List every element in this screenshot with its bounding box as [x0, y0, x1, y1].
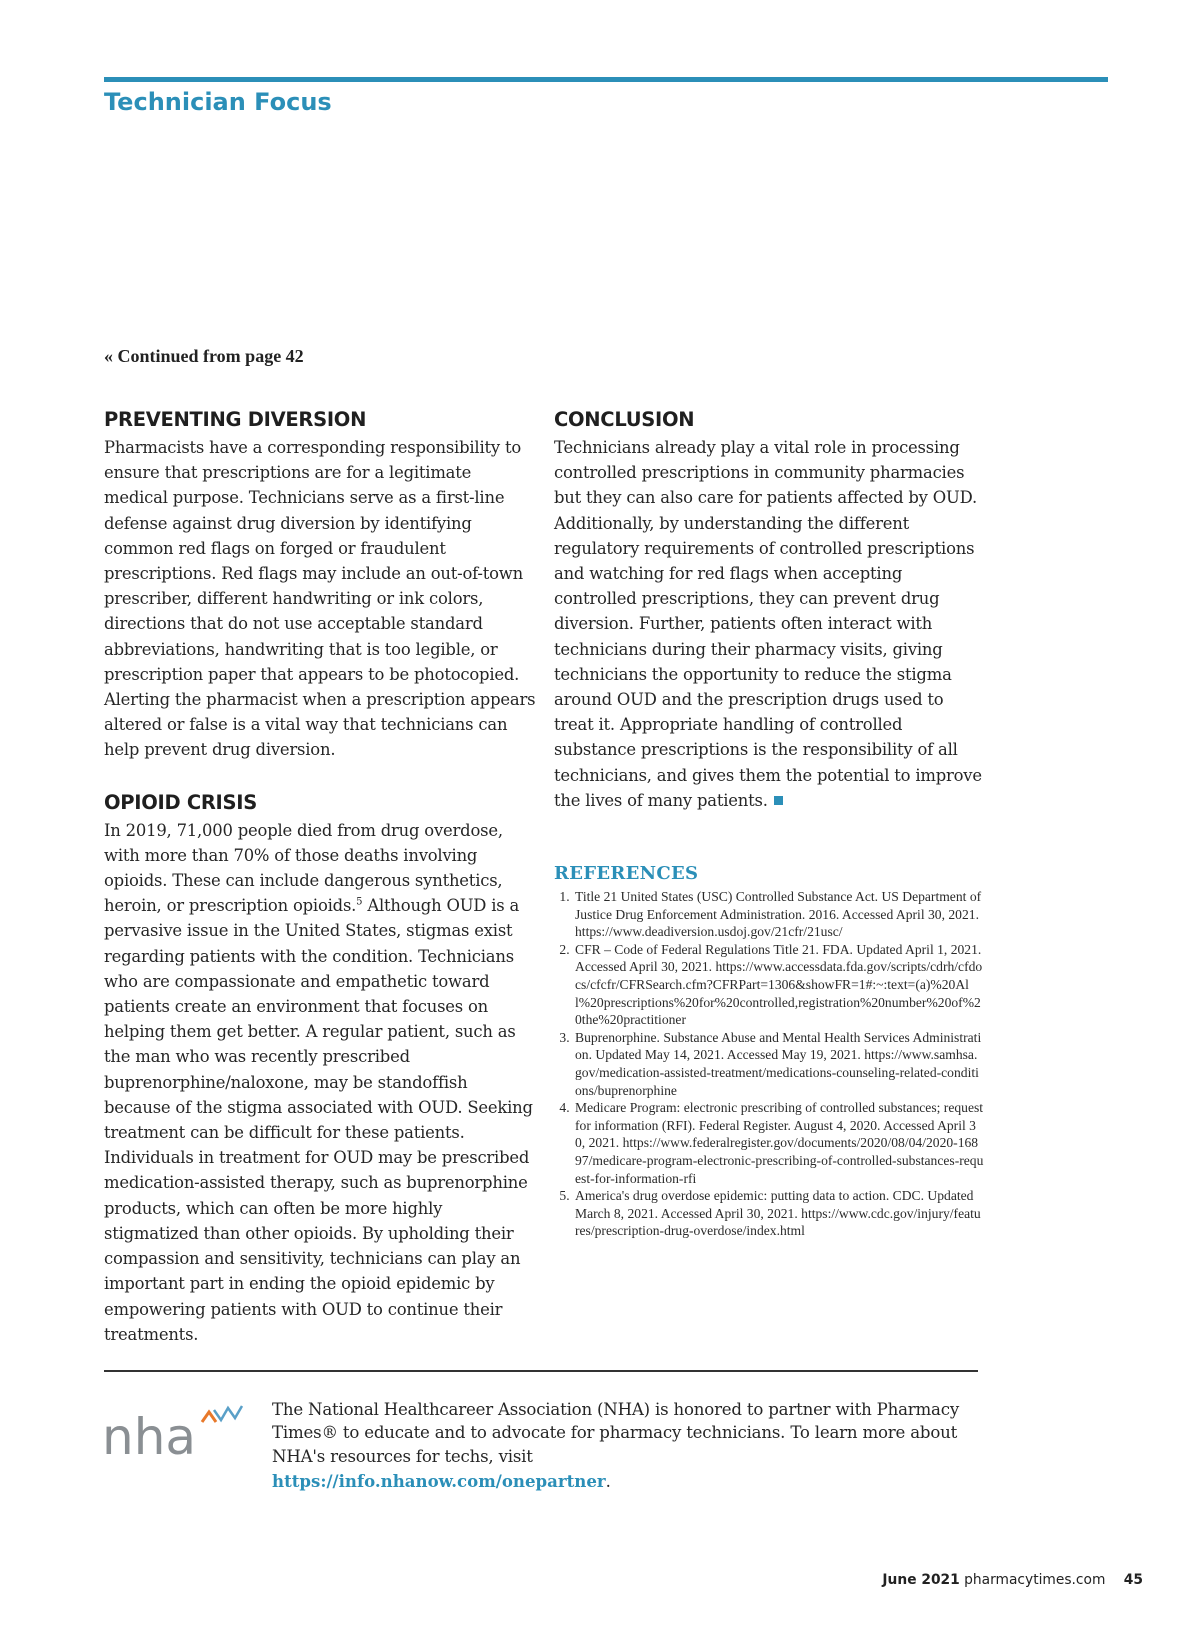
- page-footer: [882, 1572, 1143, 1588]
- conclusion-text: Technicians already play a vital role in processing controlled prescriptions in community pharmacies but they can also care for patients affected by OUD. Additionally, by understanding the different regulatory requirements of controlled prescriptions and watching for red flags when accepting controlled prescriptions, they can prevent drug diversion. Further, patients often interact with technicians during their pharmacy visits, giving technicians the opportunity to reduce the stigma around OUD and the prescription drugs used to treat it. Appropriate handling of controlled substance prescriptions is the responsibility of all technicians, and gives them the potential to improve the lives of many patients.: [554, 438, 982, 810]
- opioid-text-part1: In 2019, 71,000 people died from drug overdose, with more than 70% of those deaths involving opioids. These can include dangerous synthetics, heroin, or prescription opioids.: [104, 820, 503, 916]
- nha-logo-chevron-orange: [202, 1412, 216, 1422]
- issue-date: June 2021: [882, 1572, 960, 1588]
- partner-link[interactable]: https://info.nhanow.com/onepartner: [272, 1471, 606, 1492]
- partner-divider: [104, 1370, 978, 1372]
- site-name: pharmacytimes.com: [964, 1572, 1106, 1588]
- page-number: 45: [1123, 1572, 1143, 1588]
- heading-opioid-crisis: OPIOID CRISIS: [104, 790, 257, 814]
- partner-text: The National Healthcareer Association (NHA) is honored to partner with Pharmacy Times® to educate and to advocate for pharmacy technicians. To learn more about NHA's resources for techs, visit: [272, 1400, 960, 1466]
- reference-item: 3. Buprenorphine. Substance Abuse and Mental Health Services Administration. Updated May 14, 2021. Accessed May 19, 2021. https://www.samhsa.gov/medication-assisted-treatment/medications-counseling-related-conditions/buprenorphine: [573, 1029, 984, 1099]
- reference-item: 2. CFR – Code of Federal Regulations Title 21. FDA. Updated April 1, 2021. Accessed April 30, 2021. https://www.accessdata.fda.gov/scripts/cdrh/cfdocs/cfcfr/CFRSearch.cfm?CFRPart=1306&showFR=1#:~:text=(a)%20All%20prescriptions%20for%20controlled,registration%20number%20of%20the%20practitioner: [573, 941, 984, 1029]
- left-column: [104, 408, 536, 1347]
- top-rule: [104, 77, 1108, 82]
- paragraph-opioid-crisis: [104, 818, 536, 1347]
- nha-logo-text: nha: [102, 1408, 197, 1460]
- nha-logo: [102, 1400, 252, 1460]
- references-list: [554, 888, 984, 1240]
- heading-preventing-diversion: PREVENTING DIVERSION: [104, 408, 367, 431]
- paragraph-conclusion: [554, 435, 984, 813]
- section-title: Technician Focus: [104, 88, 332, 116]
- partner-link-suffix: .: [605, 1472, 611, 1492]
- partner-blurb: [272, 1398, 972, 1491]
- reference-item: 1. Title 21 United States (USC) Controlled Substance Act. US Department of Justice Drug Enforcement Administration. 2016. Accessed April 30, 2021. https://www.deadiversion.usdoj.gov/21cfr/21usc/: [573, 888, 984, 941]
- heading-conclusion: CONCLUSION: [554, 408, 695, 431]
- reference-item: 5. America's drug overdose epidemic: putting data to action. CDC. Updated March 8, 2021. Accessed April 30, 2021. https://www.cdc.gov/injury/features/prescription-drug-overdose/index.html: [573, 1187, 984, 1240]
- nha-logo-zigzag-blue: [214, 1406, 242, 1420]
- opioid-text-part2: Although OUD is a pervasive issue in the United States, stigmas exist regarding patients with the condition. Technicians who are compassionate and empathetic toward patients create an environment that focuses on helping them get better. A regular patient, such as the man who was recently prescribed buprenorphine/naloxone, may be standoffish because of the stigma associated with OUD. Seeking treatment can be difficult for these patients. Individuals in treatment for OUD may be prescribed medication-assisted therapy, such as buprenorphine products, which can often be more highly stigmatized than other opioids. By upholding their compassion and sensitivity, technicians can play an important part in ending the opioid epidemic by empowering patients with OUD to continue their treatments.: [104, 896, 533, 1344]
- paragraph-preventing-diversion: Pharmacists have a corresponding responsibility to ensure that prescriptions are for a legitimate medical purpose. Technicians serve as a first-line defense against drug diversion by identifying common red flags on forged or fraudulent prescriptions. Red flags may include an out-of-town prescriber, different handwriting or ink colors, directions that do not use acceptable standard abbreviations, handwriting that is too legible, or prescription paper that appears to be photocopied. Alerting the pharmacist when a prescription appears altered or false is a vital way that technicians can help prevent drug diversion.: [104, 438, 536, 760]
- right-column: [554, 408, 984, 1240]
- reference-item: 4. Medicare Program: electronic prescribing of controlled substances; request for information (RFI). Federal Register. August 4, 2020. Accessed April 30, 2021. https://www.federalregister.gov/documents/2020/08/04/2020-16897/medicare-program-electronic-prescribing-of-controlled-substances-request-for-information-rfi: [573, 1099, 984, 1187]
- end-of-article-square-icon: [774, 796, 783, 805]
- continued-from-link[interactable]: « Continued from page 42: [104, 346, 304, 366]
- references-heading: REFERENCES: [554, 863, 699, 885]
- reference-superscript: 5: [356, 896, 363, 908]
